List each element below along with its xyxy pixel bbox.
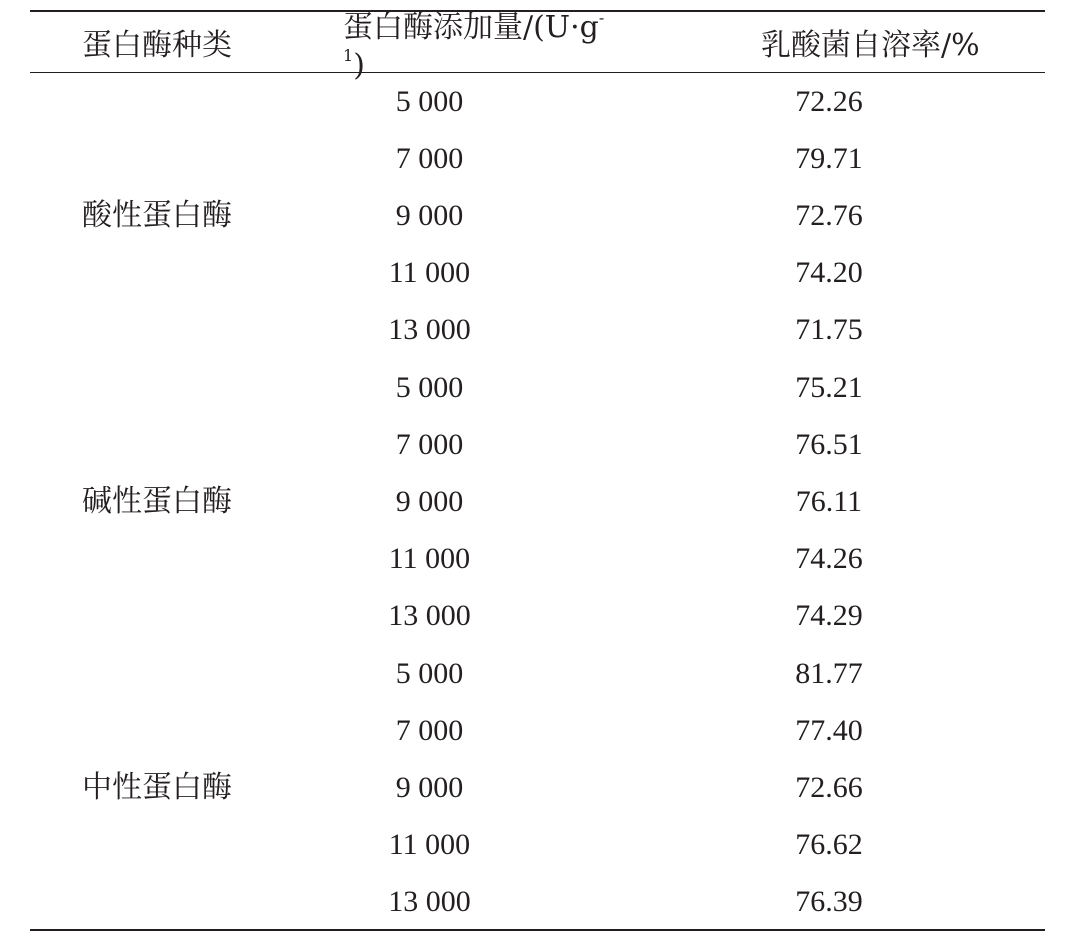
cell-autolysis-rate: 72.66 xyxy=(795,770,863,804)
table-row xyxy=(30,702,1045,759)
table-row xyxy=(30,531,1045,588)
cell-dosage: 5 000 xyxy=(395,84,464,118)
cell-autolysis-rate: 74.20 xyxy=(795,256,863,290)
table-row xyxy=(30,416,1045,473)
table-row xyxy=(30,645,1045,702)
table-row xyxy=(30,302,1045,359)
header-dosage-text: 蛋白酶添加量/(U·g xyxy=(343,9,599,45)
data-table xyxy=(30,7,1045,931)
table-row xyxy=(30,359,1045,416)
cell-autolysis-rate: 79.71 xyxy=(795,141,863,175)
header-dosage-close: ) xyxy=(353,47,365,83)
table-body xyxy=(30,73,1045,929)
cell-dosage: 9 000 xyxy=(395,198,464,232)
cell-dosage: 7 000 xyxy=(395,427,464,461)
cell-dosage: 9 000 xyxy=(395,770,464,804)
table-row xyxy=(30,245,1045,302)
cell-dosage: 7 000 xyxy=(395,141,464,175)
table-row xyxy=(30,130,1045,187)
cell-dosage: 5 000 xyxy=(395,370,464,404)
cell-dosage: 13 000 xyxy=(388,313,471,347)
group-label: 碱性蛋白酶 xyxy=(82,484,232,520)
cell-dosage: 13 000 xyxy=(388,885,471,919)
cell-autolysis-rate: 76.62 xyxy=(795,828,863,862)
table-header-row xyxy=(30,7,1045,83)
cell-autolysis-rate: 74.26 xyxy=(795,542,863,576)
cell-autolysis-rate: 72.26 xyxy=(795,84,863,118)
cell-dosage: 13 000 xyxy=(388,599,471,633)
table-row xyxy=(30,73,1045,130)
cell-autolysis-rate: 71.75 xyxy=(795,313,863,347)
cell-dosage: 5 000 xyxy=(395,656,464,690)
header-dosage-sup: -1 xyxy=(343,7,605,65)
header-autolysis-rate: 乳酸菌自溶率/% xyxy=(761,28,980,63)
cell-dosage: 11 000 xyxy=(388,542,471,576)
table-row xyxy=(30,874,1045,931)
cell-dosage: 11 000 xyxy=(388,828,471,862)
header-dosage xyxy=(246,2,613,83)
group-label: 中性蛋白酶 xyxy=(82,770,232,806)
cell-autolysis-rate: 81.77 xyxy=(795,656,863,690)
cell-autolysis-rate: 74.29 xyxy=(795,599,863,633)
cell-autolysis-rate: 75.21 xyxy=(795,370,863,404)
table-row xyxy=(30,588,1045,645)
table-row xyxy=(30,817,1045,874)
header-enzyme-type: 蛋白酶种类 xyxy=(82,28,232,63)
cell-dosage: 11 000 xyxy=(388,256,471,290)
cell-autolysis-rate: 76.39 xyxy=(795,885,863,919)
cell-autolysis-rate: 77.40 xyxy=(795,713,863,747)
cell-autolysis-rate: 72.76 xyxy=(795,198,863,232)
cell-dosage: 9 000 xyxy=(395,484,464,518)
group-label: 酸性蛋白酶 xyxy=(82,198,232,234)
cell-autolysis-rate: 76.11 xyxy=(795,484,863,518)
cell-autolysis-rate: 76.51 xyxy=(795,427,863,461)
cell-dosage: 7 000 xyxy=(395,713,464,747)
